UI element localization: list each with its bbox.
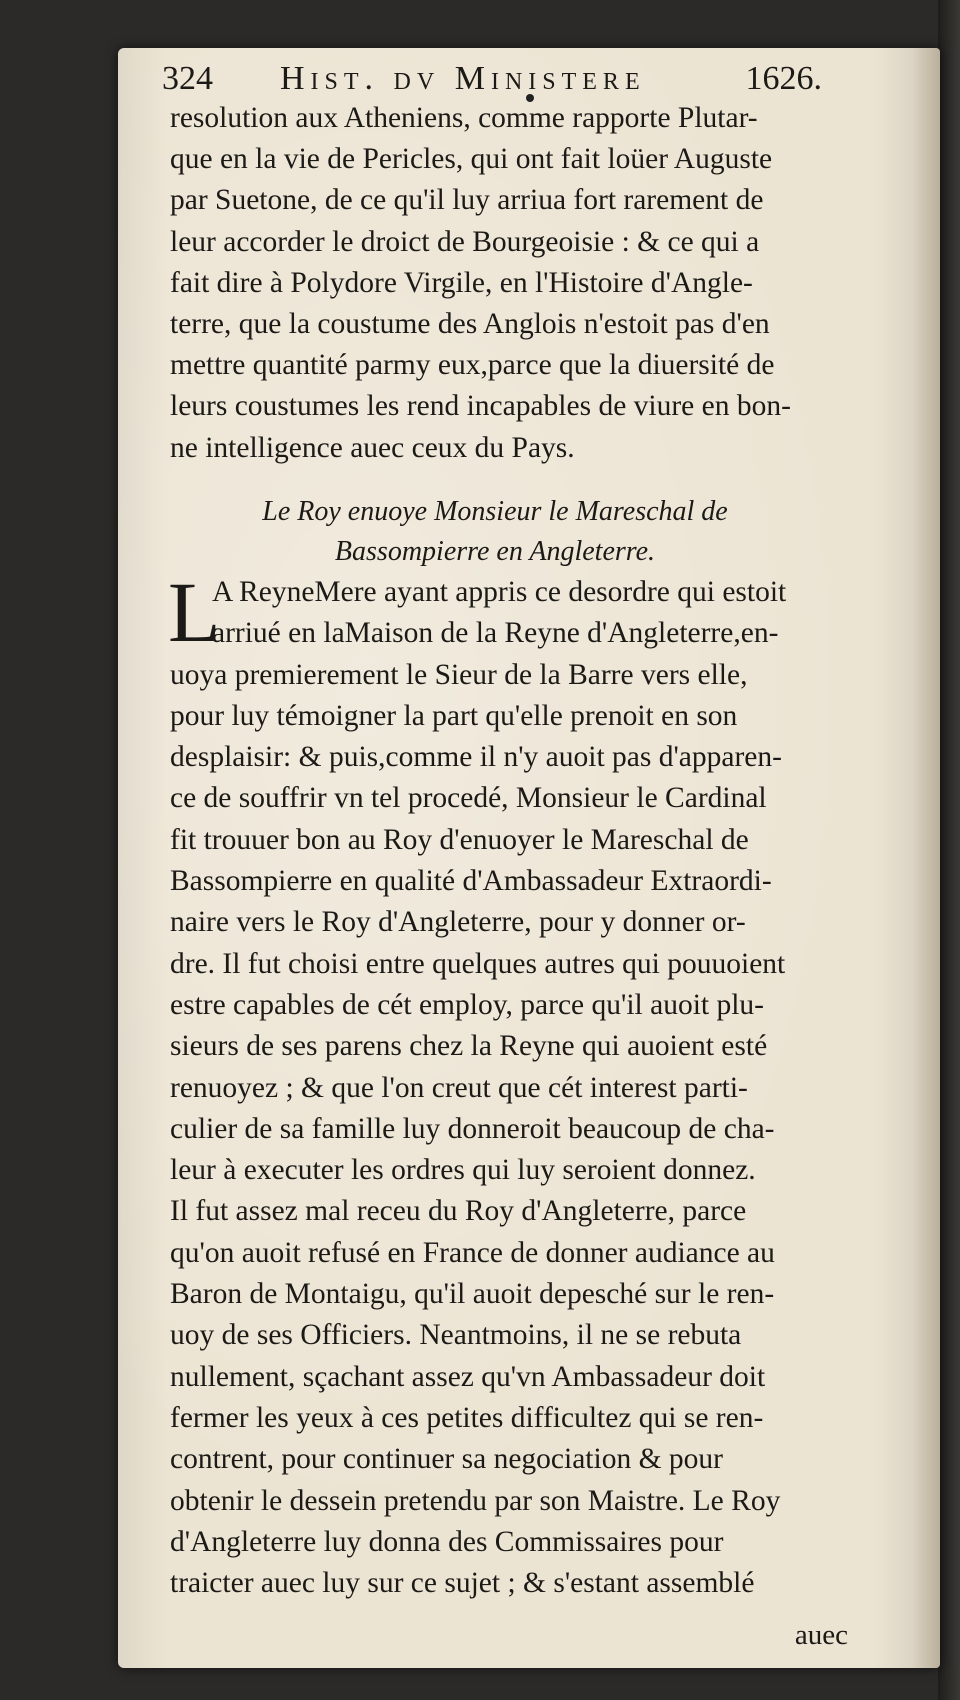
text-line: terre, que la coustume des Anglois n'estoit pas d'en (170, 307, 770, 340)
text-line: Bassompierre en qualité d'Ambassadeur Extraordi- (170, 865, 772, 898)
text-line: uoya premierement le Sieur de la Barre vers elle, (170, 658, 748, 691)
text-line: leurs coustumes les rend incapables de viure en bon- (170, 390, 791, 423)
text-line: d'Angleterre luy donna des Commissaires pour (170, 1525, 724, 1558)
text-line: par Suetone, de ce qu'il luy arriua fort rarement de (170, 184, 764, 217)
text-line: dre. Il fut choisi entre quelques autres qui pouuoient (170, 947, 786, 980)
heading-line: Bassompierre en Angleterre. (334, 536, 656, 567)
text-line: pour luy témoigner la part qu'elle prenoit en son (170, 699, 738, 732)
text-line: fermer les yeux à ces petites difficultez qui se ren- (170, 1401, 764, 1434)
heading-line: Le Roy enuoye Monsieur le Mareschal de (262, 496, 728, 527)
text-line: renuoyez ; & que l'on creut que cét interest parti- (170, 1071, 748, 1104)
text-line: culier de sa famille luy donneroit beaucoup de cha- (170, 1112, 775, 1145)
text-line: fit trouuer bon au Roy d'enuoyer le Mareschal de (170, 823, 749, 856)
text-line: resolution aux Atheniens, comme rapporte Plutar- (170, 102, 758, 134)
text-line: leur accorder le droict de Bourgeoisie : & ce qui a (170, 225, 760, 258)
text-line: nullement, sçachant assez qu'vn Ambassadeur doit (170, 1360, 766, 1393)
text-line: que en la vie de Pericles, qui ont fait loüer Auguste (170, 143, 773, 176)
text-line: contrent, pour continuer sa negociation & pour (170, 1443, 723, 1476)
text-line: desplaisir: & puis,comme il n'y auoit pas d'apparen- (170, 741, 782, 774)
paragraph-1 (170, 98, 820, 469)
text-line: A ReyneMere ayant appris ce desordre qui estoit (212, 576, 787, 608)
text-line: uoy de ses Officiers. Neantmoins, il ne se rebuta (170, 1319, 742, 1352)
text-line: ce de souffrir vn tel procedé, Monsieur le Cardinal (170, 782, 767, 815)
text-line: obtenir le dessein pretendu par son Maistre. Le Roy (170, 1484, 781, 1517)
running-title: Hist. dv Ministere (280, 60, 646, 97)
text-line: ne intelligence auec ceux du Pays. (170, 431, 575, 464)
text-line: qu'on auoit refusé en France de donner audiance au (170, 1236, 775, 1269)
paragraph-2 (168, 564, 820, 1604)
text-line: Baron de Montaigu, qu'il auoit depesché sur le ren- (170, 1278, 775, 1311)
book-binding-edge (938, 0, 960, 1700)
text-line: sieurs de ses parens chez la Reyne qui auoient esté (170, 1030, 768, 1063)
text-line: estre capables de cét employ, parce qu'il auoit plu- (170, 988, 764, 1021)
text-line: naire vers le Roy d'Angleterre, pour y donner or- (170, 906, 746, 939)
text-line: fait dire à Polydore Virgile, en l'Histoire d'Angle- (170, 266, 753, 299)
page-gutter-shadow (912, 48, 940, 1668)
text-line: traicter auec luy sur ce sujet ; & s'estant assemblé (170, 1567, 755, 1600)
text-line: mettre quantité parmy eux,parce que la diuersité de (170, 349, 775, 382)
page-number: 324 (162, 60, 213, 97)
header-year: 1626. (745, 60, 822, 97)
text-line: Il fut assez mal receu du Roy d'Angleterre, parce (170, 1195, 747, 1228)
catchword: auec (794, 1619, 848, 1651)
drop-capital: L (168, 564, 221, 660)
text-line: leur à executer les ordres qui luy seroient donnez. (170, 1154, 756, 1187)
text-line: arriué en laMaison de la Reyne d'Angleterre,en- (212, 617, 779, 650)
section-heading (170, 492, 820, 572)
